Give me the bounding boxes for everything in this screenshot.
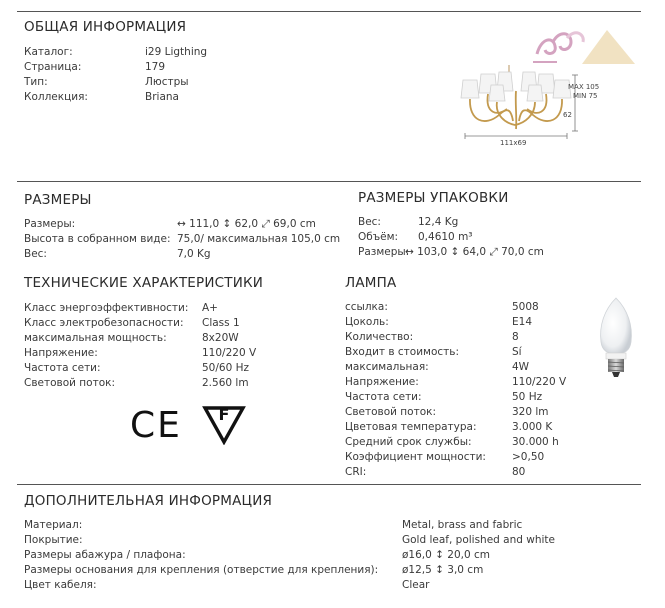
tech-label: Световой поток: (24, 377, 116, 389)
lamp-bulb-icon (595, 296, 637, 380)
lamp-value: 3.000 K (512, 421, 553, 433)
additional-value: Clear (402, 579, 430, 591)
lamp-value: 320 lm (512, 406, 549, 418)
lamp-value: 110/220 V (512, 376, 567, 388)
tech-label: максимальная мощность: (24, 332, 167, 344)
packaging-label: Размеры: (358, 246, 410, 258)
general-value: Briana (145, 91, 179, 103)
general-label: Каталог: (24, 46, 73, 58)
lamp-value: >0,50 (512, 451, 545, 463)
lamp-value: 30.000 h (512, 436, 559, 448)
tech-label: Класс энергоэффективности: (24, 302, 189, 314)
general-value: 179 (145, 61, 166, 73)
general-value: Люстры (145, 76, 189, 88)
tech-value: 50/60 Hz (202, 362, 250, 374)
general-label: Коллекция: (24, 91, 88, 103)
tech-value: 2.560 lm (202, 377, 249, 389)
packaging-label: Объём: (358, 231, 399, 243)
dimensions-label: Вес: (24, 248, 47, 260)
tech-value: Class 1 (202, 317, 240, 329)
packaging-label: Вес: (358, 216, 381, 228)
additional-value: ø16,0 ↕ 20,0 cm (402, 549, 490, 561)
lamp-value: 5008 (512, 301, 539, 313)
ce-mark-icon: CE (130, 405, 182, 446)
tech-label: Напряжение: (24, 347, 98, 359)
dimensions-label: Размеры: (24, 218, 76, 230)
general-label: Тип: (24, 76, 48, 88)
lamp-label: Коэффициент мощности: (345, 451, 486, 463)
general-value: i29 Ligthing (145, 46, 208, 58)
general-title: ОБЩАЯ ИНФОРМАЦИЯ (24, 19, 187, 35)
drawing-height-label: 62 (563, 111, 572, 119)
lamp-value: 80 (512, 466, 526, 478)
packaging-value: ↔ 103,0 ↕ 64,0 ⤢ 70,0 cm (405, 246, 544, 258)
packaging-value: 0,4610 m³ (418, 231, 473, 243)
tech-title: ТЕХНИЧЕСКИЕ ХАРАКТЕРИСТИКИ (24, 275, 264, 291)
dimensions-title: РАЗМЕРЫ (24, 192, 92, 208)
lamp-label: Цветовая температура: (345, 421, 477, 433)
drawing-max-label: MAX 105 (568, 83, 600, 91)
additional-value: ø12,5 ↕ 3,0 cm (402, 564, 484, 576)
lamp-label: максимальная: (345, 361, 429, 373)
tech-label: Класс электробезопасности: (24, 317, 184, 329)
lamp-label: Цоколь: (345, 316, 389, 328)
tech-value: 110/220 V (202, 347, 257, 359)
lamp-value: 50 Hz (512, 391, 543, 403)
lamp-value: 8 (512, 331, 519, 343)
drawing-min-label: MIN 75 (573, 92, 598, 100)
dimensions-label: Высота в собранном виде: (24, 233, 171, 245)
lamp-label: Средний срок службы: (345, 436, 472, 448)
dimensions-value: 75,0/ максимальная 105,0 cm (177, 233, 341, 245)
lamp-value: E14 (512, 316, 532, 328)
lamp-value: 4W (512, 361, 530, 373)
section-divider (17, 11, 641, 12)
tech-value: 8x20W (202, 332, 239, 344)
lamp-label: Частота сети: (345, 391, 422, 403)
lamp-label: Напряжение: (345, 376, 419, 388)
lamp-label: CRI: (345, 466, 367, 478)
packaging-value: 12,4 Kg (418, 216, 459, 228)
lamp-value: Sí (512, 346, 522, 358)
additional-label: Материал: (24, 519, 83, 531)
lamp-label: Световой поток: (345, 406, 437, 418)
chandelier-drawing (455, 65, 615, 150)
tech-label: Частота сети: (24, 362, 101, 374)
additional-label: Размеры абажура / плафона: (24, 549, 186, 561)
dimensions-value: ↔ 111,0 ↕ 62,0 ⤢ 69,0 cm (177, 218, 316, 230)
lamp-title: ЛАМПА (345, 275, 397, 291)
f-mark-letter: F (218, 405, 230, 424)
general-label: Страница: (24, 61, 82, 73)
additional-title: ДОПОЛНИТЕЛЬНАЯ ИНФОРМАЦИЯ (24, 493, 273, 509)
section-divider (17, 181, 641, 182)
section-divider (17, 484, 641, 485)
additional-label: Размеры основания для крепления (отверстие для крепления): (24, 564, 379, 576)
additional-value: Gold leaf, polished and white (402, 534, 556, 546)
lamp-label: Количество: (345, 331, 414, 343)
drawing-width-label: 111x69 (500, 139, 527, 147)
tech-value: A+ (202, 302, 218, 314)
additional-label: Цвет кабеля: (24, 579, 97, 591)
additional-value: Metal, brass and fabric (402, 519, 523, 531)
additional-label: Покрытие: (24, 534, 83, 546)
brand-logo-icon (527, 24, 641, 66)
lamp-label: Входит в стоимость: (345, 346, 460, 358)
packaging-title: РАЗМЕРЫ УПАКОВКИ (358, 190, 509, 206)
dimensions-value: 7,0 Kg (177, 248, 211, 260)
lamp-label: ссылка: (345, 301, 388, 313)
